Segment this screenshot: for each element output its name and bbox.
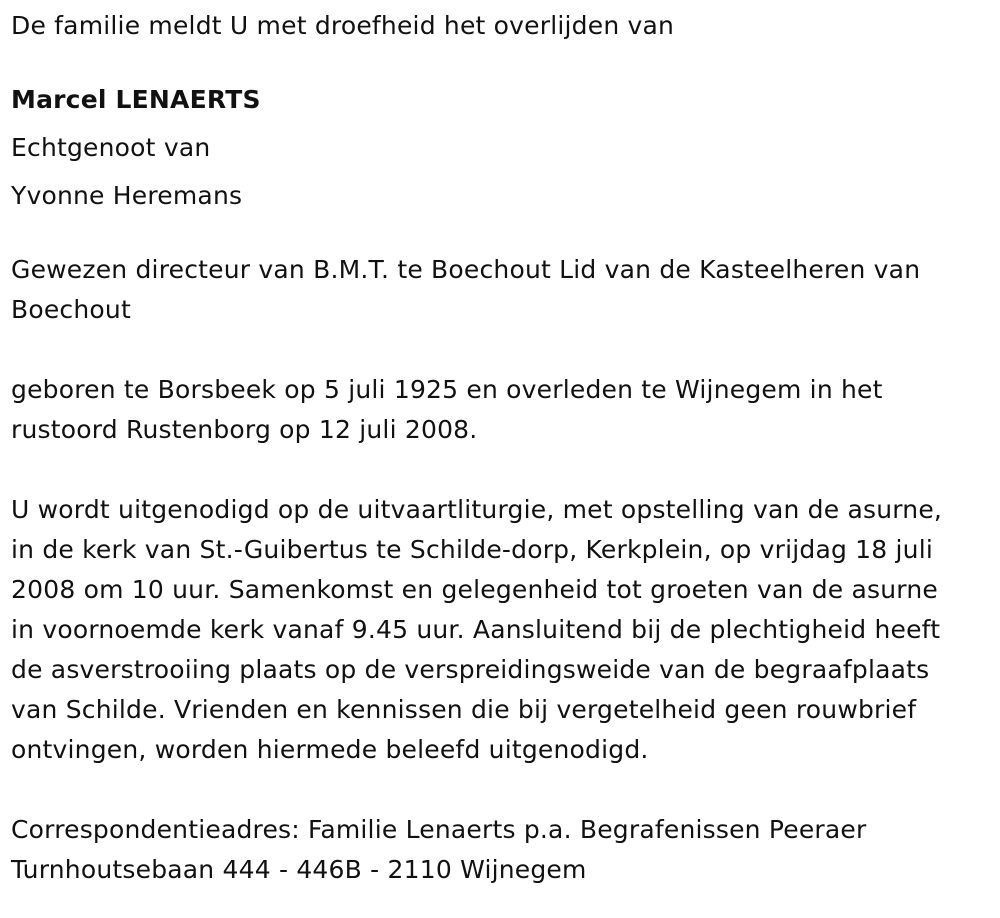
spacer <box>11 450 996 490</box>
biography-paragraph <box>11 250 996 330</box>
birth-death-line: rustoord Rustenborg op 12 juli 2008. <box>11 415 478 444</box>
ceremony-line: de asverstrooiing plaats op de verspreidingsweide van de begraafplaats <box>11 655 930 684</box>
correspondence-line: Correspondentieadres: Familie Lenaerts p.a. Begrafenissen Peeraer <box>11 815 867 844</box>
birth-death-paragraph <box>11 370 996 450</box>
ceremony-paragraph <box>11 490 996 770</box>
obituary-notice <box>11 6 996 890</box>
correspondence-line: Turnhoutsebaan 444 - 446B - 2110 Wijnegem <box>11 855 587 884</box>
ceremony-line: U wordt uitgenodigd op de uitvaartliturgie, met opstelling van de asurne, <box>11 495 943 524</box>
ceremony-line: ontvingen, worden hiermede beleefd uitgenodigd. <box>11 735 649 764</box>
ceremony-line: in voornoemde kerk vanaf 9.45 uur. Aansluitend bij de plechtigheid heeft <box>11 615 941 644</box>
intro-text: De familie meldt U met droefheid het overlijden van <box>11 11 675 40</box>
deceased-name: Marcel LENAERTS <box>11 85 261 114</box>
correspondence-paragraph <box>11 810 996 890</box>
spacer <box>11 46 996 76</box>
ceremony-line: in de kerk van St.-Guibertus te Schilde-dorp, Kerkplein, op vrijdag 18 juli <box>11 535 934 564</box>
spacer <box>11 330 996 370</box>
spouse-name: Yvonne Heremans <box>11 181 243 210</box>
birth-death-line: geboren te Borsbeek op 5 juli 1925 en overleden te Wijnegem in het <box>11 375 883 404</box>
spacer <box>11 770 996 810</box>
ceremony-line: 2008 om 10 uur. Samenkomst en gelegenheid tot groeten van de asurne <box>11 575 938 604</box>
relation-text: Echtgenoot van <box>11 133 211 162</box>
ceremony-line: van Schilde. Vrienden en kennissen die bij vergetelheid geen rouwbrief <box>11 695 917 724</box>
biography-line: Boechout <box>11 295 131 324</box>
spacer <box>11 220 996 250</box>
biography-line: Gewezen directeur van B.M.T. te Boechout Lid van de Kasteelheren van <box>11 255 921 284</box>
